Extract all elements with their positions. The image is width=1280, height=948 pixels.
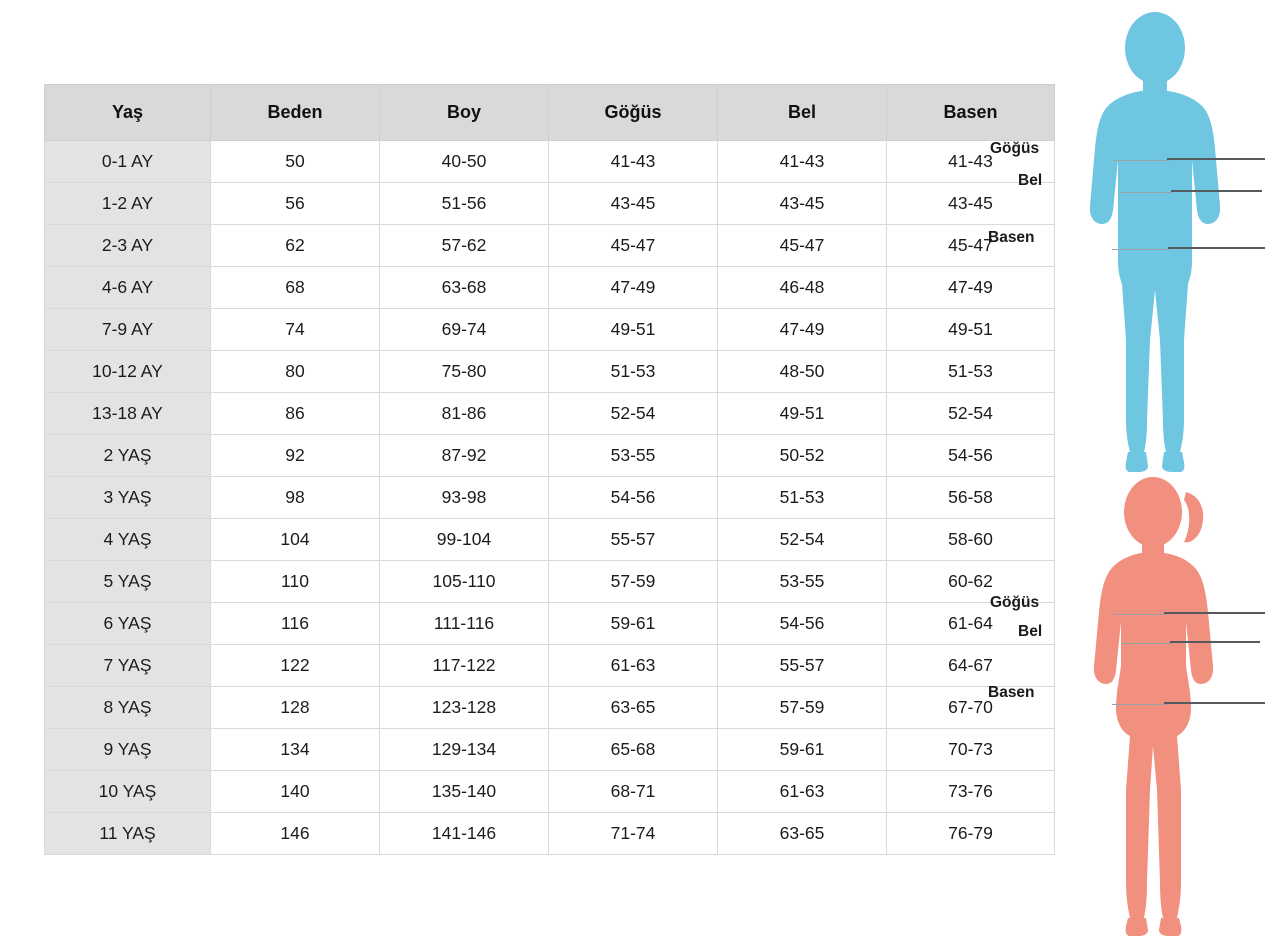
cell-hip: 52-54 bbox=[887, 393, 1055, 435]
table-row bbox=[45, 267, 1055, 309]
boy-waist-label: Bel bbox=[1018, 172, 1043, 189]
cell-height: 87-92 bbox=[380, 435, 549, 477]
girl-silhouette-icon bbox=[1040, 470, 1270, 940]
cell-height: 129-134 bbox=[380, 729, 549, 771]
cell-height: 99-104 bbox=[380, 519, 549, 561]
cell-hip: 47-49 bbox=[887, 267, 1055, 309]
cell-height: 57-62 bbox=[380, 225, 549, 267]
cell-age: 11 YAŞ bbox=[45, 813, 211, 855]
cell-age: 7-9 AY bbox=[45, 309, 211, 351]
table-row bbox=[45, 183, 1055, 225]
cell-age: 8 YAŞ bbox=[45, 687, 211, 729]
cell-height: 135-140 bbox=[380, 771, 549, 813]
cell-size: 134 bbox=[211, 729, 380, 771]
girl-hip-label: Basen bbox=[988, 684, 1035, 701]
cell-chest: 49-51 bbox=[549, 309, 718, 351]
girl-hip-line bbox=[1164, 702, 1265, 704]
cell-age: 2-3 AY bbox=[45, 225, 211, 267]
cell-waist: 51-53 bbox=[718, 477, 887, 519]
table-row bbox=[45, 687, 1055, 729]
cell-height: 141-146 bbox=[380, 813, 549, 855]
cell-waist: 59-61 bbox=[718, 729, 887, 771]
cell-age: 4-6 AY bbox=[45, 267, 211, 309]
cell-chest: 63-65 bbox=[549, 687, 718, 729]
cell-hip: 61-64 bbox=[887, 603, 1055, 645]
cell-waist: 43-45 bbox=[718, 183, 887, 225]
cell-size: 92 bbox=[211, 435, 380, 477]
boy-silhouette-icon bbox=[1040, 10, 1270, 475]
cell-chest: 45-47 bbox=[549, 225, 718, 267]
cell-age: 0-1 AY bbox=[45, 141, 211, 183]
cell-age: 4 YAŞ bbox=[45, 519, 211, 561]
girl-chest-label: Göğüs bbox=[990, 594, 1040, 611]
cell-size: 80 bbox=[211, 351, 380, 393]
cell-height: 51-56 bbox=[380, 183, 549, 225]
column-header-hip: Basen bbox=[887, 85, 1055, 141]
cell-hip: 67-70 bbox=[887, 687, 1055, 729]
table-body bbox=[45, 141, 1055, 855]
cell-size: 86 bbox=[211, 393, 380, 435]
table-row bbox=[45, 225, 1055, 267]
cell-age: 10-12 AY bbox=[45, 351, 211, 393]
table-row bbox=[45, 813, 1055, 855]
cell-size: 68 bbox=[211, 267, 380, 309]
cell-chest: 53-55 bbox=[549, 435, 718, 477]
cell-height: 117-122 bbox=[380, 645, 549, 687]
cell-waist: 45-47 bbox=[718, 225, 887, 267]
cell-hip: 64-67 bbox=[887, 645, 1055, 687]
cell-hip: 41-43 bbox=[887, 141, 1055, 183]
cell-hip: 54-56 bbox=[887, 435, 1055, 477]
cell-waist: 63-65 bbox=[718, 813, 887, 855]
cell-age: 6 YAŞ bbox=[45, 603, 211, 645]
size-table bbox=[44, 84, 1055, 855]
cell-age: 9 YAŞ bbox=[45, 729, 211, 771]
cell-height: 75-80 bbox=[380, 351, 549, 393]
cell-hip: 70-73 bbox=[887, 729, 1055, 771]
boy-chest-line bbox=[1167, 158, 1265, 160]
table-row bbox=[45, 477, 1055, 519]
cell-height: 93-98 bbox=[380, 477, 549, 519]
cell-waist: 57-59 bbox=[718, 687, 887, 729]
size-table-container bbox=[44, 84, 1054, 855]
cell-size: 116 bbox=[211, 603, 380, 645]
cell-waist: 49-51 bbox=[718, 393, 887, 435]
cell-hip: 45-47 bbox=[887, 225, 1055, 267]
table-row bbox=[45, 435, 1055, 477]
table-row bbox=[45, 603, 1055, 645]
cell-size: 122 bbox=[211, 645, 380, 687]
cell-age: 13-18 AY bbox=[45, 393, 211, 435]
girl-hip-leader bbox=[1112, 704, 1166, 705]
cell-waist: 41-43 bbox=[718, 141, 887, 183]
cell-waist: 61-63 bbox=[718, 771, 887, 813]
boy-hip-line bbox=[1168, 247, 1265, 249]
cell-hip: 58-60 bbox=[887, 519, 1055, 561]
cell-chest: 47-49 bbox=[549, 267, 718, 309]
cell-size: 140 bbox=[211, 771, 380, 813]
cell-size: 56 bbox=[211, 183, 380, 225]
cell-age: 5 YAŞ bbox=[45, 561, 211, 603]
cell-hip: 56-58 bbox=[887, 477, 1055, 519]
table-row bbox=[45, 309, 1055, 351]
cell-chest: 41-43 bbox=[549, 141, 718, 183]
cell-waist: 46-48 bbox=[718, 267, 887, 309]
cell-size: 74 bbox=[211, 309, 380, 351]
cell-height: 69-74 bbox=[380, 309, 549, 351]
table-row bbox=[45, 645, 1055, 687]
boy-figure bbox=[988, 10, 1270, 475]
girl-waist-leader bbox=[1122, 643, 1172, 644]
column-header-chest: Göğüs bbox=[549, 85, 718, 141]
cell-hip: 49-51 bbox=[887, 309, 1055, 351]
cell-height: 40-50 bbox=[380, 141, 549, 183]
cell-waist: 47-49 bbox=[718, 309, 887, 351]
cell-age: 3 YAŞ bbox=[45, 477, 211, 519]
cell-age: 7 YAŞ bbox=[45, 645, 211, 687]
girl-waist-line bbox=[1170, 641, 1260, 643]
cell-age: 2 YAŞ bbox=[45, 435, 211, 477]
table-row bbox=[45, 351, 1055, 393]
cell-age: 10 YAŞ bbox=[45, 771, 211, 813]
cell-size: 50 bbox=[211, 141, 380, 183]
cell-size: 62 bbox=[211, 225, 380, 267]
cell-chest: 55-57 bbox=[549, 519, 718, 561]
cell-waist: 50-52 bbox=[718, 435, 887, 477]
table-row bbox=[45, 561, 1055, 603]
cell-waist: 54-56 bbox=[718, 603, 887, 645]
boy-chest-leader bbox=[1113, 160, 1169, 161]
boy-chest-label: Göğüs bbox=[990, 140, 1040, 157]
boy-waist-line bbox=[1171, 190, 1262, 192]
cell-age: 1-2 AY bbox=[45, 183, 211, 225]
cell-hip: 76-79 bbox=[887, 813, 1055, 855]
cell-chest: 65-68 bbox=[549, 729, 718, 771]
cell-waist: 55-57 bbox=[718, 645, 887, 687]
column-header-height: Boy bbox=[380, 85, 549, 141]
cell-size: 128 bbox=[211, 687, 380, 729]
cell-chest: 71-74 bbox=[549, 813, 718, 855]
table-header bbox=[45, 85, 1055, 141]
cell-chest: 68-71 bbox=[549, 771, 718, 813]
cell-height: 111-116 bbox=[380, 603, 549, 645]
table-row bbox=[45, 771, 1055, 813]
girl-figure bbox=[988, 470, 1270, 940]
girl-waist-label: Bel bbox=[1018, 623, 1043, 640]
cell-hip: 51-53 bbox=[887, 351, 1055, 393]
cell-size: 104 bbox=[211, 519, 380, 561]
table-row bbox=[45, 393, 1055, 435]
boy-hip-label: Basen bbox=[988, 229, 1035, 246]
column-header-waist: Bel bbox=[718, 85, 887, 141]
column-header-age: Yaş bbox=[45, 85, 211, 141]
table-row bbox=[45, 141, 1055, 183]
cell-hip: 73-76 bbox=[887, 771, 1055, 813]
cell-chest: 51-53 bbox=[549, 351, 718, 393]
cell-waist: 48-50 bbox=[718, 351, 887, 393]
column-header-size: Beden bbox=[211, 85, 380, 141]
cell-size: 98 bbox=[211, 477, 380, 519]
cell-chest: 54-56 bbox=[549, 477, 718, 519]
girl-chest-line bbox=[1164, 612, 1265, 614]
table-header-row bbox=[45, 85, 1055, 141]
cell-height: 63-68 bbox=[380, 267, 549, 309]
cell-chest: 43-45 bbox=[549, 183, 718, 225]
girl-chest-leader bbox=[1114, 614, 1166, 615]
cell-chest: 52-54 bbox=[549, 393, 718, 435]
table-row bbox=[45, 729, 1055, 771]
cell-height: 105-110 bbox=[380, 561, 549, 603]
cell-height: 123-128 bbox=[380, 687, 549, 729]
table-row bbox=[45, 519, 1055, 561]
cell-hip: 60-62 bbox=[887, 561, 1055, 603]
boy-hip-leader bbox=[1112, 249, 1170, 250]
cell-chest: 57-59 bbox=[549, 561, 718, 603]
cell-chest: 59-61 bbox=[549, 603, 718, 645]
cell-height: 81-86 bbox=[380, 393, 549, 435]
cell-waist: 52-54 bbox=[718, 519, 887, 561]
cell-chest: 61-63 bbox=[549, 645, 718, 687]
cell-hip: 43-45 bbox=[887, 183, 1055, 225]
cell-size: 110 bbox=[211, 561, 380, 603]
boy-waist-leader bbox=[1120, 192, 1172, 193]
cell-waist: 53-55 bbox=[718, 561, 887, 603]
cell-size: 146 bbox=[211, 813, 380, 855]
